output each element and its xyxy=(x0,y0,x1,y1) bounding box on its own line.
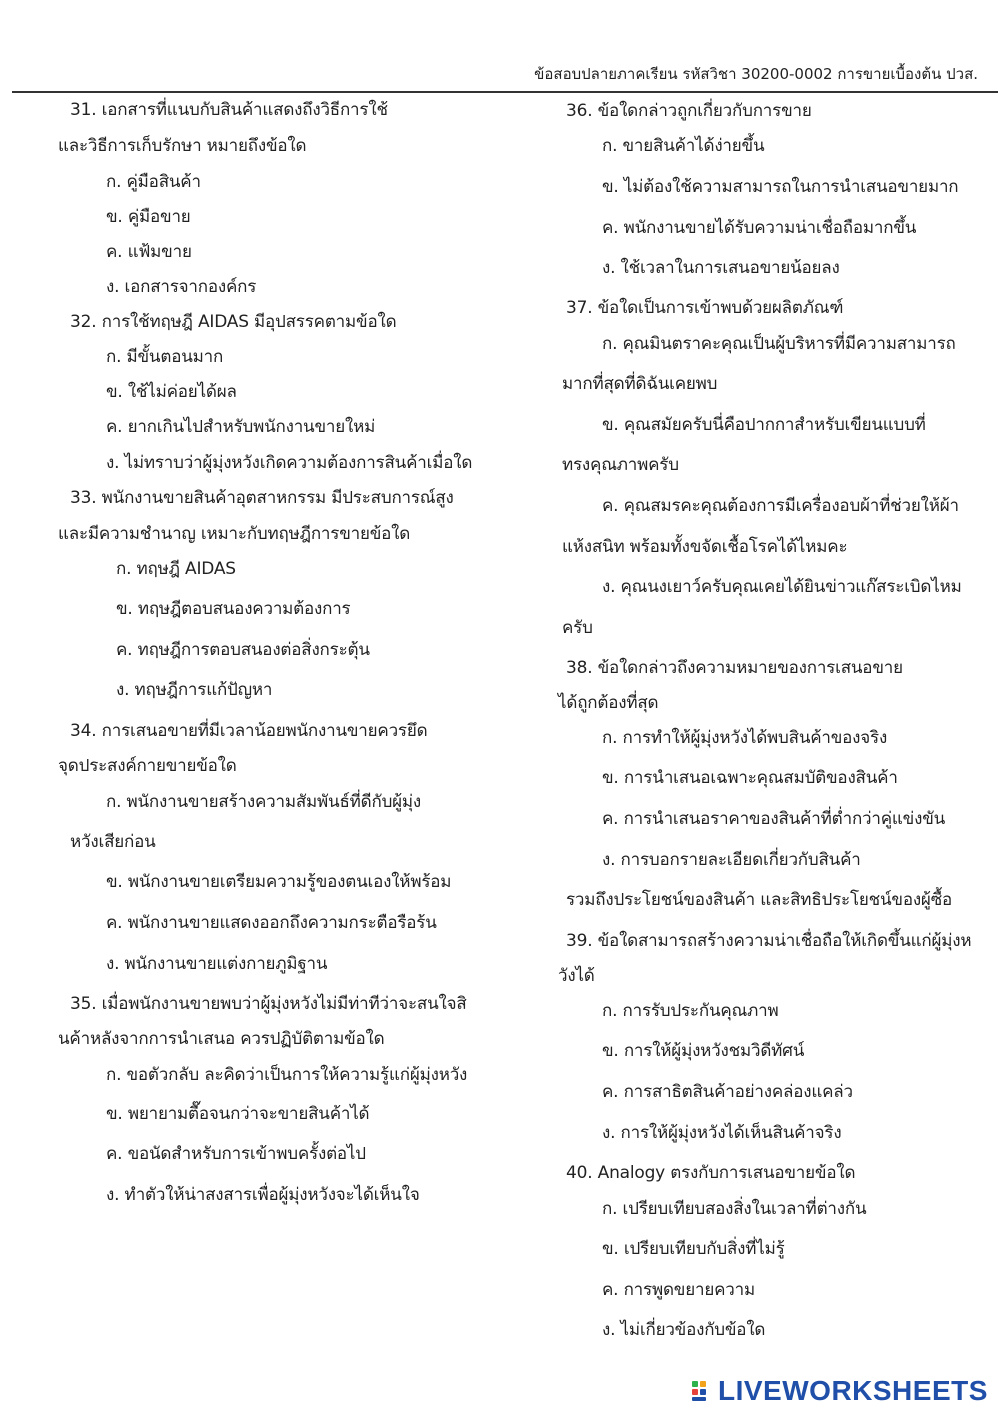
choice-32-c[interactable]: ค. ยากเกินไปสำหรับพนักงานขายใหม่ xyxy=(106,417,376,437)
choice-38-d-line-2[interactable]: รวมถึงประโยชน์ของสินค้า และสิทธิประโยชน์ของผู้ซื้อ xyxy=(566,890,953,910)
choice-38-b[interactable]: ข. การนำเสนอเฉพาะคุณสมบัติของสินค้า xyxy=(602,768,898,788)
choice-39-d[interactable]: ง. การให้ผู้มุ่งหวังได้เห็นสินค้าจริง xyxy=(602,1123,842,1143)
question-40: 40. Analogy ตรงกับการเสนอขายข้อใด xyxy=(566,1163,856,1183)
question-34-line-2: จุดประสงค์กายขายข้อใด xyxy=(58,756,237,776)
question-32: 32. การใช้ทฤษฎี AIDAS มีอุปสรรคตามข้อใด xyxy=(70,312,397,332)
choice-34-c[interactable]: ค. พนักงานขายแสดงออกถึงความกระตือรือร้น xyxy=(106,913,437,933)
choice-36-c[interactable]: ค. พนักงานขายได้รับความน่าเชื่อถือมากขึ้น xyxy=(602,218,917,238)
choice-31-c[interactable]: ค. แฟ้มขาย xyxy=(106,242,192,262)
question-37: 37. ข้อใดเป็นการเข้าพบด้วยผลิตภัณฑ์ xyxy=(566,298,844,318)
choice-40-c[interactable]: ค. การพูดขยายความ xyxy=(602,1280,755,1300)
question-36: 36. ข้อใดกล่าวถูกเกี่ยวกับการขาย xyxy=(566,101,812,121)
choice-36-b[interactable]: ข. ไม่ต้องใช้ความสามารถในการนำเสนอขายมาก xyxy=(602,177,959,197)
question-35-line-1: 35. เมื่อพนักงานขายพบว่าผู้มุ่งหวังไม่มีท่าทีว่าจะสนใจสิ xyxy=(70,994,467,1014)
question-35-line-2: นค้าหลังจากการนำเสนอ ควรปฏิบัติตามข้อใด xyxy=(58,1029,385,1049)
logo-text: LIVEWORKSHEETS xyxy=(718,1375,988,1406)
choice-33-a[interactable]: ก. ทฤษฎี AIDAS xyxy=(116,559,236,579)
question-38-line-2: ได้ถูกต้องที่สุด xyxy=(558,693,659,713)
logo-mark-icon xyxy=(692,1379,714,1403)
choice-32-b[interactable]: ข. ใช้ไม่ค่อยได้ผล xyxy=(106,382,237,402)
choice-37-d-line-1[interactable]: ง. คุณนงเยาว์ครับคุณเคยได้ยินข่าวแก๊สระเบิดไหม xyxy=(602,577,962,597)
choice-31-a[interactable]: ก. คู่มือสินค้า xyxy=(106,172,201,192)
choice-36-d[interactable]: ง. ใช้เวลาในการเสนอขายน้อยลง xyxy=(602,258,840,278)
question-33-line-2: และมีความชำนาญ เหมาะกับทฤษฎีการขายข้อใด xyxy=(58,524,411,544)
choice-36-a[interactable]: ก. ขายสินค้าได้ง่ายขึ้น xyxy=(602,136,765,156)
question-31-line-2: และวิธีการเก็บรักษา หมายถึงข้อใด xyxy=(58,136,307,156)
choice-37-a-line-1[interactable]: ก. คุณมินตราคะคุณเป็นผู้บริหารที่มีความสามารถ xyxy=(602,334,956,354)
choice-34-a-line-1[interactable]: ก. พนักงานขายสร้างความสัมพันธ์ที่ดีกับผู้มุ่ง xyxy=(106,792,422,812)
question-31-line-1: 31. เอกสารที่แนบกับสินค้าแสดงถึงวิธีการใช้ xyxy=(70,100,388,120)
choice-40-a[interactable]: ก. เปรียบเทียบสองสิ่งในเวลาที่ต่างกัน xyxy=(602,1199,867,1219)
choice-39-b[interactable]: ข. การให้ผู้มุ่งหวังชมวิดีทัศน์ xyxy=(602,1041,805,1061)
question-39-line-1: 39. ข้อใดสามารถสร้างความน่าเชื่อถือให้เกิดขึ้นแก่ผู้มุ่งห xyxy=(566,931,972,951)
choice-35-c[interactable]: ค. ขอนัดสำหรับการเข้าพบครั้งต่อไป xyxy=(106,1144,366,1164)
choice-38-a[interactable]: ก. การทำให้ผู้มุ่งหวังได้พบสินค้าของจริง xyxy=(602,728,888,748)
choice-33-d[interactable]: ง. ทฤษฎีการแก้ปัญหา xyxy=(116,680,273,700)
choice-33-b[interactable]: ข. ทฤษฎีตอบสนองความต้องการ xyxy=(116,599,351,619)
choice-31-d[interactable]: ง. เอกสารจากองค์กร xyxy=(106,277,257,297)
liveworksheets-logo xyxy=(692,1374,988,1408)
choice-40-b[interactable]: ข. เปรียบเทียบกับสิ่งที่ไม่รู้ xyxy=(602,1239,785,1259)
question-34-line-1: 34. การเสนอขายที่มีเวลาน้อยพนักงานขายควรยึด xyxy=(70,721,428,741)
choice-35-b[interactable]: ข. พยายามตื๊อจนกว่าจะขายสินค้าได้ xyxy=(106,1104,370,1124)
choice-37-d-line-2[interactable]: ครับ xyxy=(562,618,593,638)
choice-35-d[interactable]: ง. ทำตัวให้น่าสงสารเพื่อผู้มุ่งหวังจะได้เห็นใจ xyxy=(106,1185,420,1205)
choice-34-a-line-2[interactable]: หวังเสียก่อน xyxy=(70,832,156,852)
question-33-line-1: 33. พนักงานขายสินค้าอุตสาหกรรม มีประสบการณ์สูง xyxy=(70,488,454,508)
choice-39-c[interactable]: ค. การสาธิตสินค้าอย่างคล่องแคล่ว xyxy=(602,1082,853,1102)
choice-37-b-line-2[interactable]: ทรงคุณภาพครับ xyxy=(562,455,679,475)
question-39-line-2: วังได้ xyxy=(558,966,595,986)
choice-39-a[interactable]: ก. การรับประกันคุณภาพ xyxy=(602,1001,779,1021)
choice-38-c[interactable]: ค. การนำเสนอราคาของสินค้าที่ต่ำกว่าคู่แข่งขัน xyxy=(602,809,946,829)
choice-37-a-line-2[interactable]: มากที่สุดที่ดิฉันเคยพบ xyxy=(562,374,718,394)
choice-34-d[interactable]: ง. พนักงานขายแต่งกายภูมิฐาน xyxy=(106,954,328,974)
choice-34-b[interactable]: ข. พนักงานขายเตรียมความรู้ของตนเองให้พร้อม xyxy=(106,872,452,892)
choice-37-b-line-1[interactable]: ข. คุณสมัยครับนี่คือปากกาสำหรับเขียนแบบที่ xyxy=(602,415,926,435)
header-rule xyxy=(12,91,998,93)
choice-35-a[interactable]: ก. ขอตัวกลับ ละคิดว่าเป็นการให้ความรู้แก่ผู้มุ่งหวัง xyxy=(106,1065,468,1085)
choice-40-d[interactable]: ง. ไม่เกี่ยวข้องกับข้อใด xyxy=(602,1320,766,1340)
choice-32-d[interactable]: ง. ไม่ทราบว่าผู้มุ่งหวังเกิดความต้องการสินค้าเมื่อใด xyxy=(106,453,473,473)
page-header: ข้อสอบปลายภาคเรียน รหัสวิชา 30200-0002 การขายเบื้องต้น ปวส. xyxy=(534,65,978,83)
choice-37-c-line-1[interactable]: ค. คุณสมรคะคุณต้องการมีเครื่องอบผ้าที่ช่วยให้ผ้า xyxy=(602,496,959,516)
choice-37-c-line-2[interactable]: แห้งสนิท พร้อมทั้งขจัดเชื้อโรคได้ไหมคะ xyxy=(562,537,848,557)
choice-38-d-line-1[interactable]: ง. การบอกรายละเอียดเกี่ยวกับสินค้า xyxy=(602,850,861,870)
choice-33-c[interactable]: ค. ทฤษฎีการตอบสนองต่อสิ่งกระตุ้น xyxy=(116,640,370,660)
question-38-line-1: 38. ข้อใดกล่าวถึงความหมายของการเสนอขาย xyxy=(566,658,903,678)
choice-31-b[interactable]: ข. คู่มือขาย xyxy=(106,207,191,227)
choice-32-a[interactable]: ก. มีขั้นตอนมาก xyxy=(106,347,224,367)
